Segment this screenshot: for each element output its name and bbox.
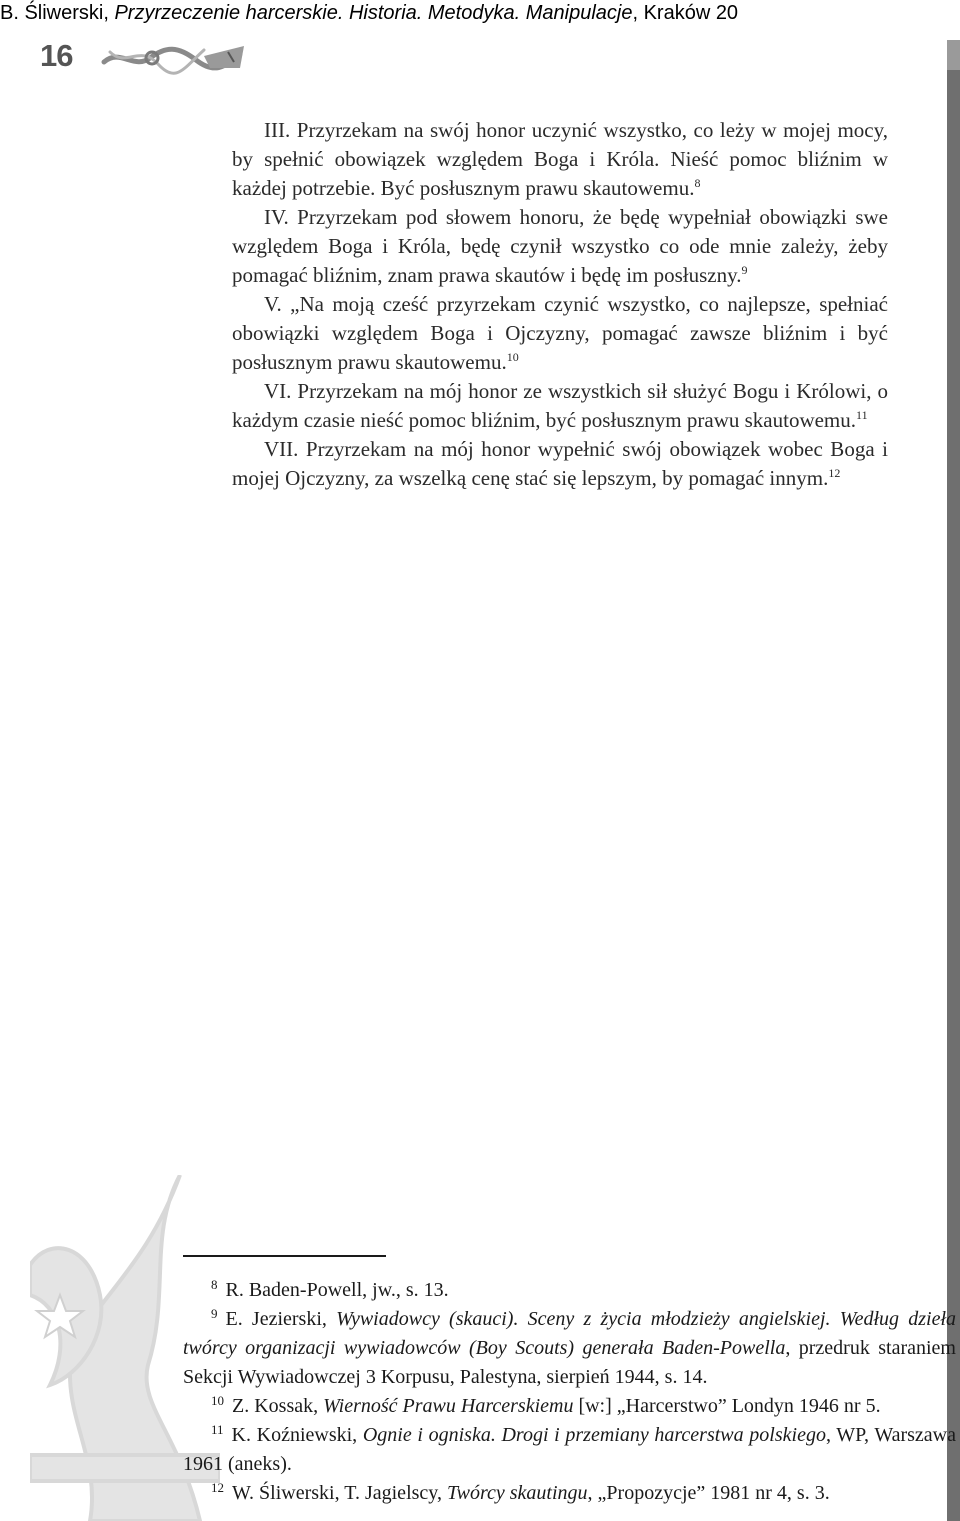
rope-knot-icon	[100, 38, 248, 78]
footnotes	[183, 1276, 956, 1508]
paragraph	[232, 290, 888, 377]
running-head-author: Śliwerski,	[24, 2, 115, 24]
paragraph-text: VII. Przyrzekam na mój honor wypełnić swój obowiązek wobec Boga i mojej Ojczyzny, za wszelką cenę stać się lepszym, by pomagać innym.	[232, 437, 888, 490]
footnote-number: 8	[211, 1277, 218, 1292]
footnote-title: Wierność Prawu Harcerskiemu	[323, 1395, 574, 1417]
paragraph-text: V. „Na moją cześć przyrzekam czynić wszystko, co najlepsze, spełniać obowiązki względem Boga i Ojczyzny, pomagać zawsze bliźnim i być posłusznym prawu skautowemu.	[232, 292, 888, 374]
page-number: 16	[40, 38, 73, 73]
footnote-number: 11	[211, 1422, 224, 1437]
footnote-text-tail: [w:] „Harcerstwo” Londyn 1946 nr 5.	[573, 1395, 881, 1417]
footnote-title: Ognie i ogniska. Drogi i przemiany harcerstwa polskiego	[362, 1424, 826, 1446]
footnote-ref: 9	[741, 263, 748, 277]
footnote-ref: 12	[828, 466, 841, 480]
paragraph	[232, 435, 888, 493]
running-head	[0, 2, 738, 25]
footnote	[183, 1276, 956, 1305]
footnote-text: W. Śliwerski, T. Jagielscy,	[232, 1482, 447, 1504]
footnote-text: K. Koźniewski,	[231, 1424, 363, 1446]
footnote-separator	[183, 1255, 386, 1257]
footnote-title: Twórcy skautingu	[446, 1482, 588, 1504]
footnote-text-tail: , przedruk staraniem Sekcji Wywiadowczej 3 Korpusu, Palestyna, sierpień 1944, s. 14.	[183, 1337, 956, 1388]
footnote	[183, 1421, 956, 1479]
footnote-number: 12	[211, 1480, 224, 1495]
footnote-text-tail: , WP, Warszawa 1961 (aneks).	[183, 1424, 957, 1475]
paragraph-text: VI. Przyrzekam na mój honor ze wszystkich sił służyć Bogu i Królowi, o każdym czasie nieść pomoc bliźnim, być posłusznym prawu skautowemu.	[232, 379, 888, 432]
footnote-ref: 11	[856, 408, 868, 422]
paragraph	[232, 377, 888, 435]
footnote-ref: 10	[506, 350, 519, 364]
footnote-title: Wywiadowcy (skauci). Sceny z życia młodzieży angielskiej. Według dzieła twórcy organizacji wywiadowców (Boy Scouts) generała Baden-Powella	[183, 1308, 956, 1359]
paragraph-text: IV. Przyrzekam pod słowem honoru, że będę wypełniał obowiązki swe względem Boga i Króla, będę czynił wszystko co ode mnie zależy, żeby pomagać bliźnim, znam prawa skautów i będę im posłuszny.	[232, 205, 888, 287]
running-head-prefix: B.	[0, 2, 25, 24]
paragraph	[232, 116, 888, 203]
footnote-text-tail: , „Propozycje” 1981 nr 4, s. 3.	[587, 1482, 830, 1504]
paragraph	[232, 203, 888, 290]
footnote-number: 10	[211, 1393, 224, 1408]
footnote	[183, 1479, 956, 1508]
paragraph-text: III. Przyrzekam na swój honor uczynić wszystko, co leży w mojej mocy, by spełnić obowiązek względem Boga i Króla. Nieść pomoc bliźnim w każdej potrzebie. Być posłusznym prawu skautowemu.	[232, 118, 888, 200]
footnote	[183, 1392, 956, 1421]
footnote-text: R. Baden-Powell, jw., s. 13.	[225, 1279, 449, 1301]
footnote-text: E. Jezierski,	[225, 1308, 337, 1330]
footnote-text: Z. Kossak,	[232, 1395, 324, 1417]
running-head-title: Przyrzeczenie harcerskie. Historia. Metodyka. Manipulacje	[114, 2, 633, 24]
footnote-number: 9	[211, 1306, 218, 1321]
edge-tab-top	[947, 40, 960, 70]
footnote-ref: 8	[694, 176, 701, 190]
running-head-suffix: , Kraków 20	[632, 2, 739, 24]
oath-variants	[232, 116, 888, 493]
footnote	[183, 1305, 956, 1392]
